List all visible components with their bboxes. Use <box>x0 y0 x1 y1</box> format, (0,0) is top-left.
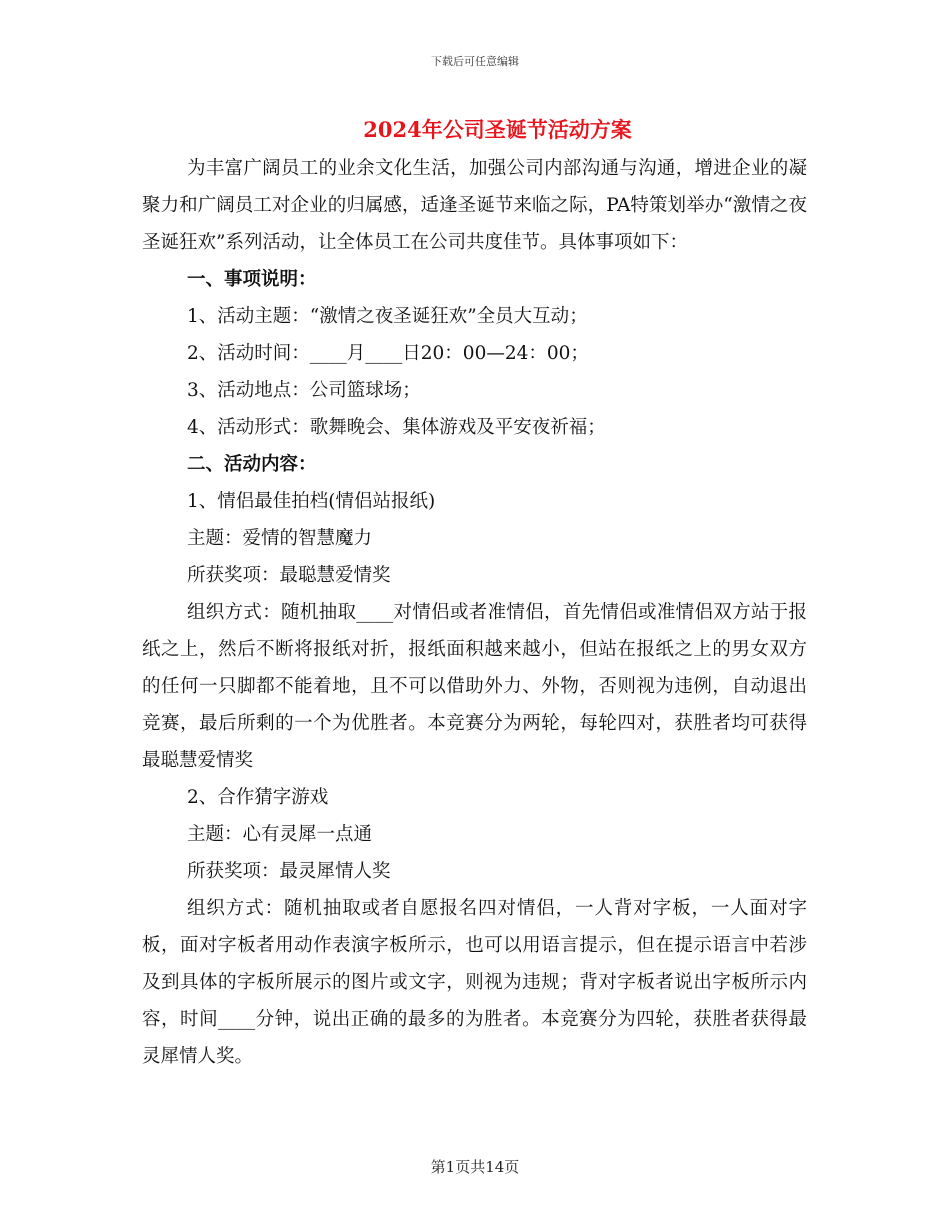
page-number: 第1页共14页 <box>430 1158 520 1176</box>
list-item: 3、活动地点：公司篮球场； <box>187 380 421 401</box>
activity-method: 组织方式：随机抽取或者自愿报名四对情侣，一人背对字板，一人面对字板，面对字板者用动作表演字板所示，也可以用语言提示，但在提示语言中若涉及到具体的字板所展示的图片或文字，则视为违规；背对字板者说出字板所示内容，时间____分钟，说出正确的最多的为胜者。本竞赛分为四轮，获胜者获得最灵犀情人奖。 <box>142 898 807 1067</box>
activity-name: 2、合作猜字游戏 <box>187 787 329 808</box>
activity-method: 组织方式：随机抽取____对情侣或者准情侣，首先情侣或准情侣双方站于报纸之上，然后不断将报纸对折，报纸面积越来越小，但站在报纸之上的男女双方的任何一只脚都不能着地，且不可以借助外力、外物，否则视为违例，自动退出竞赛，最后所剩的一个为优胜者。本竞赛分为两轮，每轮四对，获胜者均可获得最聪慧爱情奖 <box>142 602 807 771</box>
page-header: 下载后可任意编辑 <box>431 55 519 68</box>
activity-theme: 主题：爱情的智慧魔力 <box>187 528 373 549</box>
document-title: 2024年公司圣诞节活动方案 <box>363 117 632 142</box>
section-heading-1: 一、事项说明： <box>187 269 317 290</box>
activity-award: 所获奖项：最聪慧爱情奖 <box>187 565 391 586</box>
activity-award: 所获奖项：最灵犀情人奖 <box>187 861 391 882</box>
section-heading-2: 二、活动内容： <box>187 454 317 475</box>
intro-paragraph: 为丰富广阔员工的业余文化生活，加强公司内部沟通与沟通，增进企业的凝聚力和广阔员工对企业的归属感，适逢圣诞节来临之际，PA特策划举办“激情之夜圣诞狂欢”系列活动，让全体员工在公司共度佳节。具体事项如下： <box>142 158 807 253</box>
list-item: 2、活动时间：____月____日20：00—24：00； <box>187 343 589 364</box>
list-item: 4、活动形式：歌舞晚会、集体游戏及平安夜祈福； <box>187 417 606 438</box>
activity-theme: 主题：心有灵犀一点通 <box>187 824 373 845</box>
document-body <box>142 150 807 1075</box>
activity-name: 1、情侣最佳拍档(情侣站报纸) <box>187 491 436 512</box>
list-item: 1、活动主题：“激情之夜圣诞狂欢”全员大互动； <box>187 306 588 327</box>
